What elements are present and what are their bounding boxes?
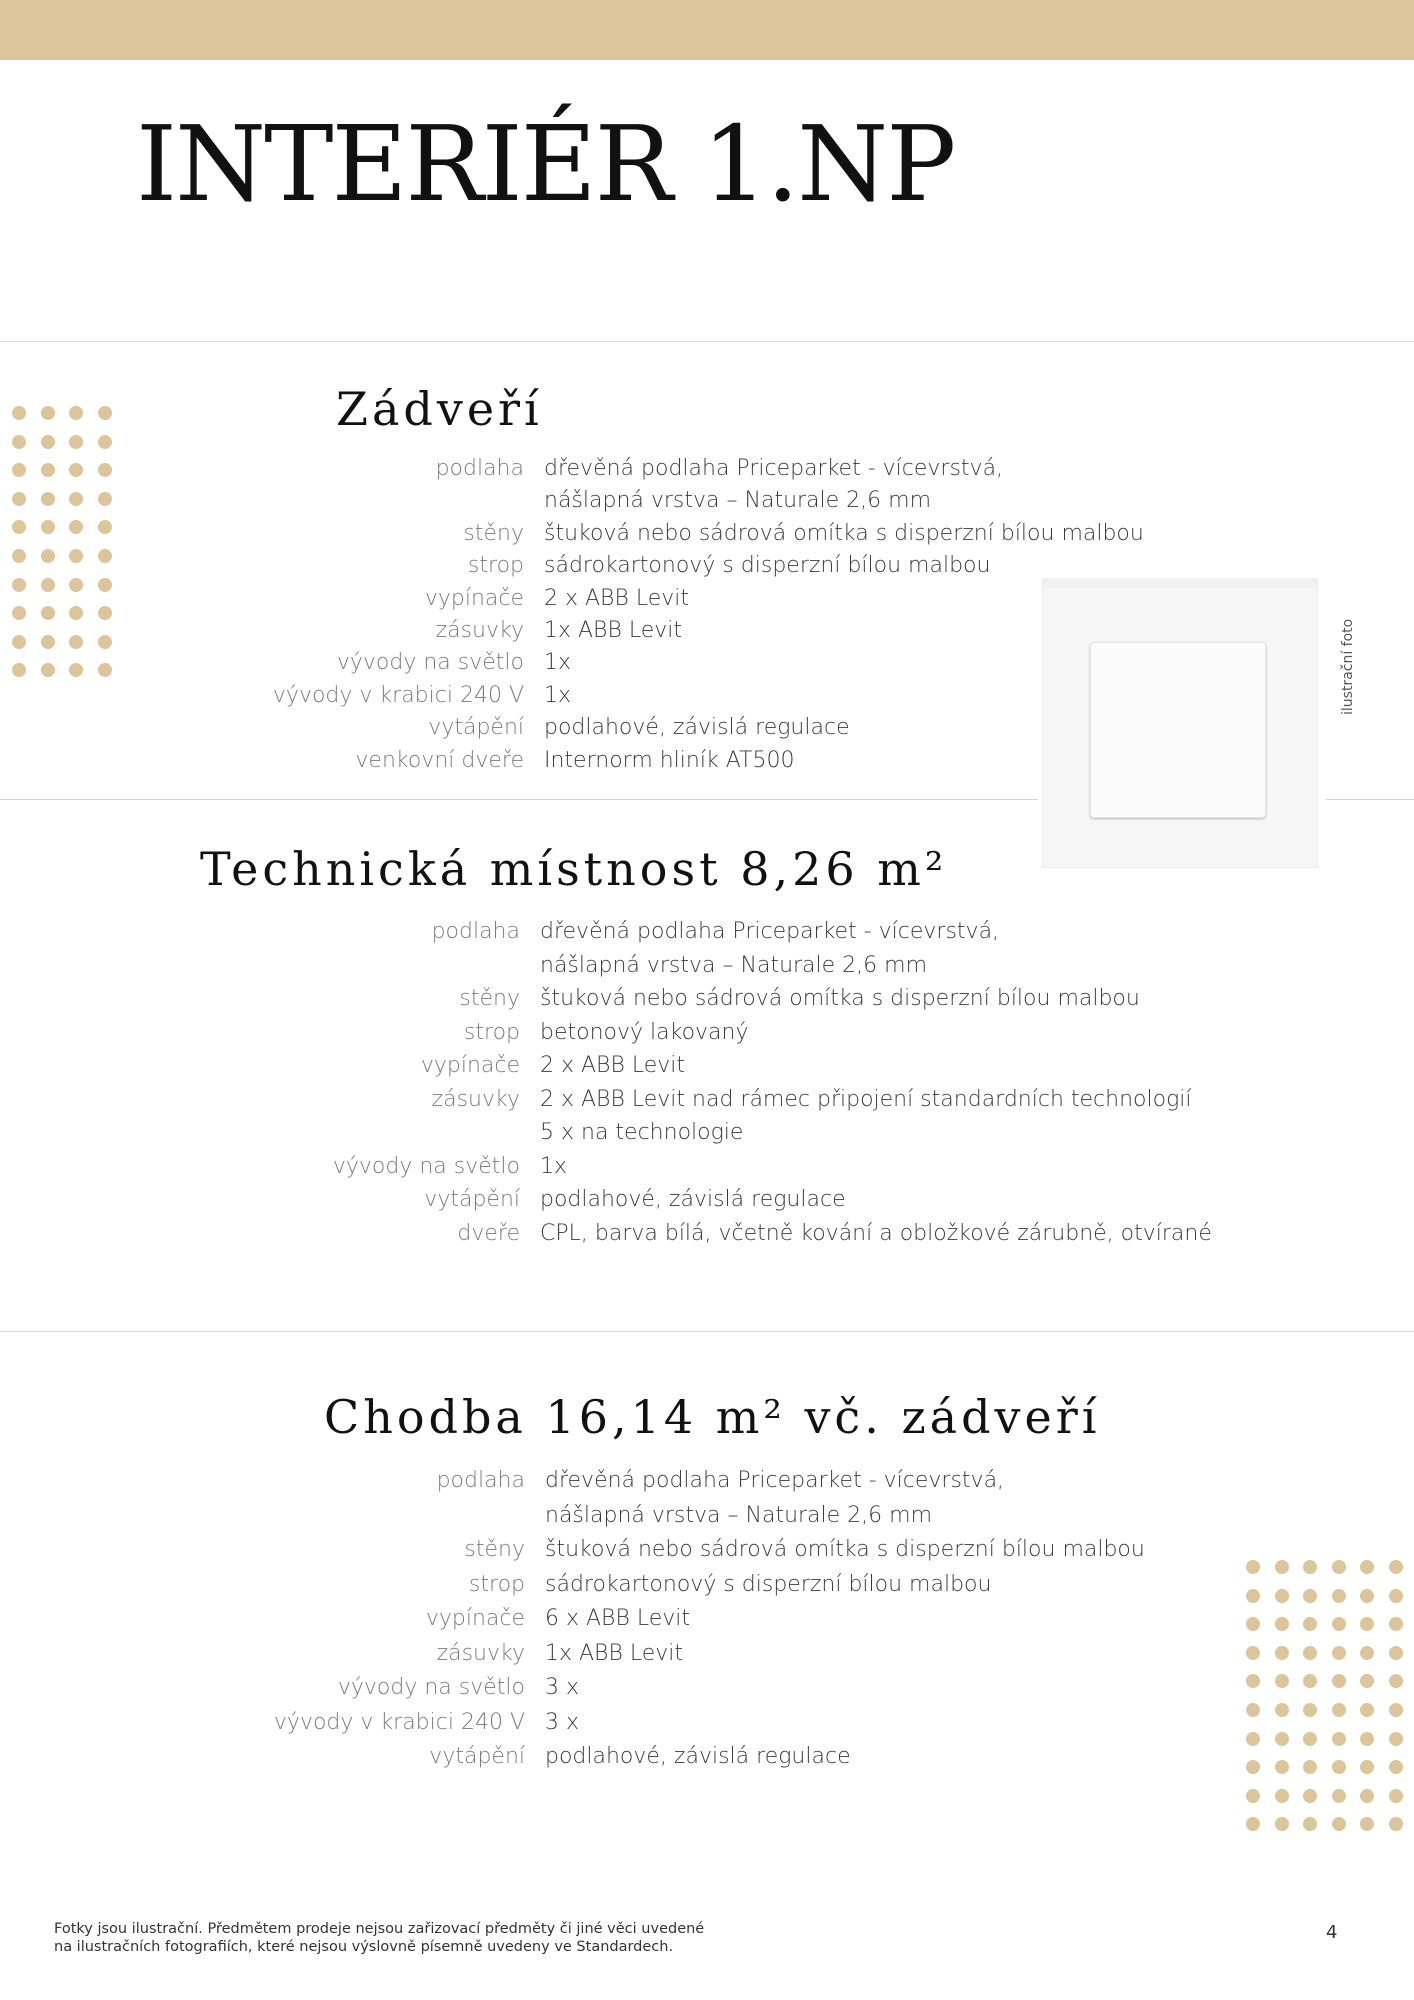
- divider-lower: [0, 1331, 1414, 1332]
- decorative-dot: [1389, 1589, 1403, 1603]
- decorative-dot: [1303, 1789, 1317, 1803]
- spec-value: [545, 1464, 1004, 1533]
- spec-value-line: dřevěná podlaha Priceparket - vícevrstvá,: [545, 1468, 1005, 1493]
- spec-value: [540, 915, 999, 982]
- decorative-dot: [1360, 1646, 1374, 1660]
- spec-row: [244, 712, 1144, 744]
- decorative-dot: [1389, 1560, 1403, 1574]
- spec-value-line: dřevěná podlaha Priceparket - vícevrstvá,: [544, 456, 1004, 481]
- decorative-dot: [1389, 1646, 1403, 1660]
- spec-value: [544, 615, 682, 647]
- spec-list-chodba: [250, 1464, 1145, 1775]
- spec-label: vypínače: [424, 585, 524, 611]
- spec-row: [250, 1602, 1145, 1637]
- spec-value: [544, 712, 850, 744]
- decorative-dot: [1389, 1760, 1403, 1774]
- spec-value-line: 1x: [544, 682, 572, 708]
- spec-row: [244, 550, 1144, 582]
- spec-value-line: Internorm hliník AT500: [544, 747, 795, 773]
- spec-label: stěny: [459, 986, 520, 1011]
- spec-value: [540, 1016, 749, 1050]
- decorative-dot: [1303, 1560, 1317, 1574]
- decorative-dot: [1389, 1732, 1403, 1746]
- spec-row: [244, 518, 1144, 550]
- decorative-dot: [12, 520, 26, 534]
- spec-value-line: sádrokartonový s disperzní bílou malbou: [545, 1571, 992, 1597]
- spec-row: [244, 647, 1144, 679]
- spec-value: [540, 1217, 1212, 1251]
- spec-label: vývody v krabici 240 V: [273, 1709, 525, 1735]
- decorative-dot: [1246, 1732, 1260, 1746]
- spec-row: [245, 915, 1212, 982]
- spec-row: [250, 1464, 1145, 1533]
- decorative-dot: [1275, 1732, 1289, 1746]
- decorative-dot: [1332, 1703, 1346, 1717]
- spec-value: [544, 550, 990, 582]
- spec-row: [244, 680, 1144, 712]
- spec-label: dveře: [457, 1220, 520, 1246]
- decorative-dot: [69, 578, 83, 592]
- spec-label: vytápění: [424, 1187, 520, 1212]
- spec-value: [544, 680, 571, 712]
- decorative-dot: [1360, 1760, 1374, 1774]
- decorative-dot: [1303, 1589, 1317, 1603]
- spec-row: [245, 1083, 1212, 1150]
- spec-label: vývody na světlo: [332, 1153, 520, 1179]
- decorative-dot: [41, 606, 55, 620]
- decorative-dot: [69, 406, 83, 420]
- spec-value: [545, 1740, 851, 1775]
- spec-value-line: 2 x ABB Levit nad rámec připojení standardních technologií: [540, 1086, 1192, 1112]
- decorative-dot: [1332, 1617, 1346, 1631]
- section-heading-chodba: Chodba 16,14 m² vč. zádveří: [324, 1390, 1101, 1444]
- decorative-dot: [98, 606, 112, 620]
- decorative-dot: [98, 463, 112, 477]
- spec-value: [544, 518, 1144, 550]
- decorative-dot: [12, 635, 26, 649]
- spec-label: stěny: [463, 520, 524, 546]
- spec-row: [244, 745, 1144, 777]
- decorative-dot: [12, 406, 26, 420]
- decorative-dot: [1360, 1617, 1374, 1631]
- decorative-dot: [41, 520, 55, 534]
- decorative-dot: [1246, 1760, 1260, 1774]
- decorative-dot: [1275, 1617, 1289, 1631]
- spec-value-line: 1x: [544, 650, 572, 676]
- decorative-dot: [1275, 1589, 1289, 1603]
- spec-value-line: 2 x ABB Levit: [540, 1053, 686, 1078]
- page-number: 4: [1326, 1922, 1338, 1943]
- spec-value: [544, 647, 571, 679]
- decorative-dot: [41, 635, 55, 649]
- spec-value-line: 5 x na technologie: [540, 1120, 744, 1145]
- decorative-dot: [1303, 1617, 1317, 1631]
- spec-label: strop: [463, 1019, 520, 1045]
- spec-value-line: sádrokartonový s disperzní bílou malbou: [544, 553, 991, 579]
- decorative-dot: [1246, 1674, 1260, 1688]
- decorative-dot: [1246, 1560, 1260, 1574]
- decorative-dot: [1332, 1789, 1346, 1803]
- spec-row: [250, 1637, 1145, 1672]
- decorative-dot: [69, 606, 83, 620]
- spec-row: [250, 1533, 1145, 1568]
- spec-value: [545, 1568, 991, 1603]
- spec-label: vývody na světlo: [336, 650, 524, 676]
- decorative-dot: [69, 492, 83, 506]
- spec-value-line: 2 x ABB Levit: [544, 585, 690, 611]
- decorative-dot: [1360, 1560, 1374, 1574]
- decorative-dot: [69, 435, 83, 449]
- spec-value-line: CPL, barva bílá, včetně kování a obložkové zárubně, otvírané: [540, 1220, 1212, 1246]
- decorative-dot: [1275, 1646, 1289, 1660]
- spec-value-line: podlahové, závislá regulace: [545, 1744, 851, 1769]
- spec-label: zásuvky: [431, 1086, 520, 1112]
- decorative-dot: [1275, 1760, 1289, 1774]
- decorative-dot: [1360, 1589, 1374, 1603]
- decorative-dot: [98, 663, 112, 677]
- decorative-dot: [41, 578, 55, 592]
- decorative-dot: [1275, 1674, 1289, 1688]
- decorative-dot: [41, 463, 55, 477]
- decorative-dot: [12, 606, 26, 620]
- spec-row: [250, 1568, 1145, 1603]
- spec-label: vypínače: [420, 1053, 520, 1078]
- spec-value: [545, 1637, 683, 1672]
- decorative-dot: [1246, 1646, 1260, 1660]
- spec-row: [245, 1183, 1212, 1217]
- spec-value: [545, 1706, 579, 1741]
- spec-value-line: dřevěná podlaha Priceparket - vícevrstvá,: [540, 919, 1000, 944]
- decorative-dot: [1246, 1617, 1260, 1631]
- decorative-dot: [41, 406, 55, 420]
- decorative-dot: [1360, 1789, 1374, 1803]
- spec-row: [245, 1016, 1212, 1050]
- decorative-dot: [1275, 1817, 1289, 1831]
- spec-label: stěny: [464, 1537, 525, 1562]
- decorative-dot: [1303, 1703, 1317, 1717]
- decorative-dot: [1389, 1674, 1403, 1688]
- decorative-dot: [1246, 1703, 1260, 1717]
- decorative-dot: [1389, 1789, 1403, 1803]
- decorative-dot: [12, 492, 26, 506]
- spec-list-technicka-mistnost: [245, 915, 1212, 1250]
- decorative-dot: [1303, 1674, 1317, 1688]
- decorative-dot: [41, 549, 55, 563]
- photo-wall-edge: [1042, 578, 1318, 588]
- decorative-dot: [12, 463, 26, 477]
- spec-value: [545, 1602, 690, 1637]
- decorative-dot: [98, 492, 112, 506]
- decorative-dot: [1303, 1760, 1317, 1774]
- spec-value: [540, 1049, 685, 1083]
- spec-value-line: štuková nebo sádrová omítka s disperzní bílou malbou: [540, 986, 1140, 1011]
- spec-row: [245, 982, 1212, 1016]
- decorative-dot: [69, 635, 83, 649]
- spec-value: [544, 453, 1003, 518]
- spec-value-line: betonový lakovaný: [540, 1019, 749, 1045]
- decorative-dot: [1332, 1674, 1346, 1688]
- spec-row: [245, 1217, 1212, 1251]
- spec-label: vypínače: [425, 1606, 525, 1631]
- footer-disclaimer: [54, 1920, 704, 1956]
- decorative-dot: [1360, 1817, 1374, 1831]
- decorative-dot: [98, 549, 112, 563]
- decorative-dot: [98, 406, 112, 420]
- spec-row: [245, 1049, 1212, 1083]
- decorative-dot: [69, 520, 83, 534]
- decorative-dot: [12, 435, 26, 449]
- footer-line-1: Fotky jsou ilustrační. Předmětem prodeje nejsou zařizovací předměty či jiné věci uvedené: [54, 1921, 705, 1937]
- spec-list-zadveri: [244, 453, 1144, 777]
- spec-label: zásuvky: [436, 1640, 525, 1666]
- decorative-dot: [1332, 1817, 1346, 1831]
- decorative-dot: [69, 663, 83, 677]
- spec-row: [250, 1671, 1145, 1706]
- spec-label: venkovní dveře: [355, 747, 524, 773]
- decorative-dot: [1389, 1703, 1403, 1717]
- spec-row: [250, 1706, 1145, 1741]
- section-heading-zadveri: Zádveří: [336, 382, 543, 436]
- spec-label: podlaha: [431, 919, 520, 944]
- decorative-dot: [12, 578, 26, 592]
- spec-value: [545, 1671, 579, 1706]
- spec-row: [244, 583, 1144, 615]
- decorative-dot: [1332, 1560, 1346, 1574]
- decorative-dot: [69, 463, 83, 477]
- decorative-dot: [41, 492, 55, 506]
- decorative-dot: [1303, 1646, 1317, 1660]
- decorative-dot: [1360, 1674, 1374, 1688]
- top-accent-bar: [0, 0, 1414, 60]
- decorative-dot: [1246, 1789, 1260, 1803]
- spec-row: [244, 453, 1144, 518]
- divider-top: [0, 341, 1414, 342]
- illustration-photo-switch: [1042, 578, 1318, 868]
- spec-label: strop: [468, 1571, 525, 1597]
- spec-value-line: štuková nebo sádrová omítka s disperzní bílou malbou: [544, 520, 1144, 546]
- spec-label: podlaha: [435, 456, 524, 481]
- spec-value-line: nášlapná vrstva – Naturale 2,6 mm: [545, 1502, 933, 1528]
- decorative-dot: [1360, 1703, 1374, 1717]
- spec-value: [544, 745, 794, 777]
- spec-value: [540, 1083, 1192, 1150]
- spec-value: [540, 982, 1140, 1016]
- spec-label: strop: [467, 553, 524, 579]
- decorative-dot: [1246, 1589, 1260, 1603]
- decorative-dot: [1389, 1817, 1403, 1831]
- decorative-dot: [1389, 1617, 1403, 1631]
- spec-value-line: podlahové, závislá regulace: [540, 1187, 846, 1212]
- decorative-dot: [69, 549, 83, 563]
- spec-label: vytápění: [429, 1744, 525, 1769]
- decorative-dot: [98, 635, 112, 649]
- divider-middle: [0, 799, 1038, 800]
- spec-value-line: 1x ABB Levit: [544, 618, 683, 644]
- decorative-dot: [12, 663, 26, 677]
- spec-label: vývody na světlo: [337, 1675, 525, 1700]
- decorative-dot: [41, 663, 55, 677]
- page-title: INTERIÉR 1.NP: [136, 103, 955, 225]
- decorative-dot: [1332, 1760, 1346, 1774]
- decorative-dot: [1303, 1732, 1317, 1746]
- spec-label: vývody v krabici 240 V: [272, 682, 524, 708]
- spec-value-line: 3 x: [545, 1709, 580, 1735]
- spec-value: [544, 583, 689, 615]
- spec-row: [244, 615, 1144, 647]
- spec-label: vytápění: [428, 715, 524, 741]
- spec-value: [540, 1183, 846, 1217]
- spec-value-line: podlahové, závislá regulace: [544, 715, 850, 741]
- spec-value: [540, 1150, 567, 1184]
- spec-value-line: 1x ABB Levit: [545, 1640, 684, 1666]
- photo-caption: ilustrační foto: [1340, 618, 1356, 715]
- decorative-dot: [1246, 1817, 1260, 1831]
- spec-row: [250, 1740, 1145, 1775]
- decorative-dot: [1275, 1560, 1289, 1574]
- decorative-dot: [12, 549, 26, 563]
- spec-value-line: 6 x ABB Levit: [545, 1606, 691, 1631]
- decorative-dot: [1332, 1646, 1346, 1660]
- decorative-dot: [1275, 1789, 1289, 1803]
- spec-value-line: 1x: [540, 1153, 568, 1179]
- spec-label: zásuvky: [435, 618, 524, 644]
- spec-value-line: 3 x: [545, 1675, 580, 1700]
- decorative-dot: [1275, 1703, 1289, 1717]
- spec-value-line: nášlapná vrstva – Naturale 2,6 mm: [544, 488, 932, 514]
- spec-value-line: nášlapná vrstva – Naturale 2,6 mm: [540, 952, 928, 978]
- section-heading-technicka-mistnost: Technická místnost 8,26 m²: [200, 842, 948, 896]
- divider-middle-right: [1326, 799, 1414, 800]
- decorative-dot: [41, 435, 55, 449]
- footer-line-2: na ilustračních fotografiích, které nejsou výslovně písemně uvedeny ve Standardech.: [54, 1939, 674, 1955]
- spec-value-line: štuková nebo sádrová omítka s disperzní bílou malbou: [545, 1537, 1145, 1562]
- decorative-dot: [1360, 1732, 1374, 1746]
- spec-label: podlaha: [436, 1468, 525, 1493]
- spec-value: [545, 1533, 1145, 1568]
- decorative-dot: [98, 435, 112, 449]
- light-switch-image: [1090, 642, 1266, 818]
- decorative-dot: [1303, 1817, 1317, 1831]
- decorative-dot: [98, 520, 112, 534]
- spec-row: [245, 1150, 1212, 1184]
- decorative-dot: [1332, 1589, 1346, 1603]
- decorative-dot: [98, 578, 112, 592]
- decorative-dot: [1332, 1732, 1346, 1746]
